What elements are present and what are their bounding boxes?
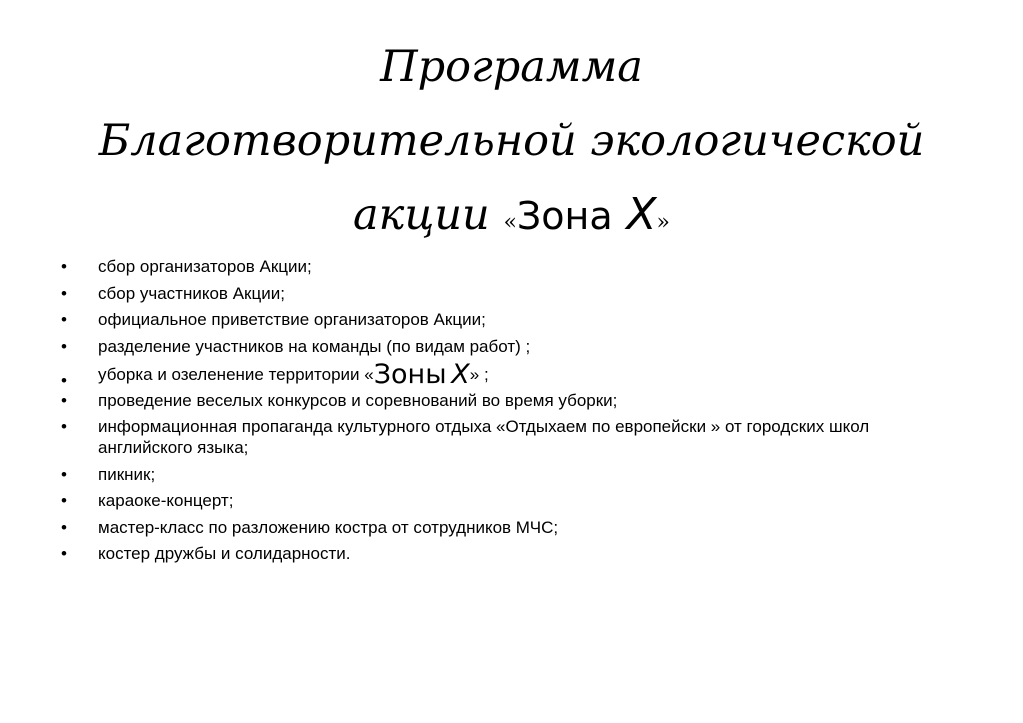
bullet-icon: • <box>61 417 67 436</box>
list-item <box>55 490 955 511</box>
list-item-text: костер дружбы и солидарности. <box>98 544 351 563</box>
list-item-prefix: уборка и озеленение территории « <box>98 364 374 384</box>
list-item <box>55 309 955 330</box>
title-line-3 <box>0 178 1023 260</box>
list-item <box>55 464 955 485</box>
list-item-zony: Зоны <box>373 358 447 390</box>
list-item-text: проведение веселых конкурсов и соревнований во время уборки; <box>98 390 618 410</box>
bullet-icon: • <box>61 370 67 390</box>
title-close-quote: » <box>656 210 670 235</box>
list-item <box>55 517 955 538</box>
bullet-icon: • <box>61 336 67 356</box>
list-item <box>55 416 955 458</box>
list-item-text: информационная пропаганда культурного отдыха «Отдыхаем по европейски » от городских школ английского языка; <box>98 417 870 457</box>
bullet-icon: • <box>61 257 67 276</box>
title-zona: Зона <box>516 194 613 238</box>
title-line-2: Благотворительной экологической <box>98 116 925 166</box>
bullet-icon: • <box>61 464 67 484</box>
list-item-text: официальное приветствие организаторов Акции; <box>98 310 486 329</box>
list-item <box>55 543 955 564</box>
bullet-icon: • <box>61 283 67 303</box>
bullet-icon: • <box>61 491 67 510</box>
bullet-icon: • <box>61 517 67 537</box>
list-item <box>55 358 955 390</box>
page-title <box>0 30 1023 260</box>
list-item <box>55 256 955 277</box>
list-item <box>55 390 955 411</box>
bullet-icon: • <box>61 390 67 410</box>
list-item-text: разделение участников на команды (по видам работ) ; <box>98 336 531 356</box>
title-akcii: акции <box>353 190 490 240</box>
title-x: X <box>626 189 657 240</box>
list-item-text: мастер-класс по разложению костра от сотрудников МЧС; <box>98 517 559 537</box>
list-item <box>55 336 955 357</box>
title-line-1: Программа <box>380 42 643 92</box>
list-item <box>55 283 955 304</box>
bullet-icon: • <box>61 544 67 563</box>
list-item-text: сбор организаторов Акции; <box>98 257 312 276</box>
list-item-text: сбор участников Акции; <box>98 283 285 303</box>
list-item-x: X <box>451 358 470 390</box>
bullet-icon: • <box>61 310 67 329</box>
list-item-text: пикник; <box>98 464 156 484</box>
title-open-quote: « <box>503 210 517 235</box>
list-item-suffix: » ; <box>469 364 489 384</box>
program-list <box>55 256 955 570</box>
list-item-text: караоке-концерт; <box>98 491 234 510</box>
